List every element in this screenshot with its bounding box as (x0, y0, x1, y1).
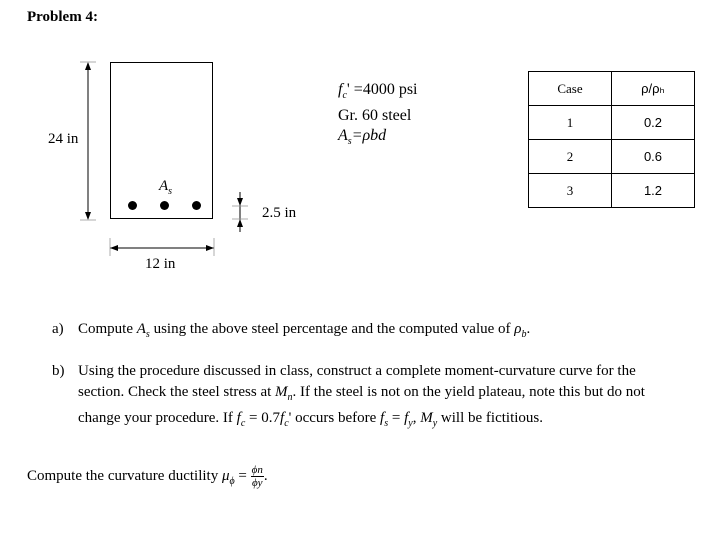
rebar-middle (160, 201, 169, 210)
question-a-text: Compute $A_s$ using the above steel percentage and the computed value of $\rho_b$. (78, 321, 531, 340)
problem-title: Problem 4: (27, 9, 98, 25)
question-b-text (78, 361, 645, 434)
case-cell: 2 (529, 140, 612, 174)
case-cell: 3 (529, 174, 612, 208)
cases-table (528, 71, 695, 208)
table-row (529, 106, 695, 140)
height-arrow-top (85, 62, 91, 70)
cover-arrow-bottom (237, 219, 243, 227)
cover-label: 2.5 in (262, 205, 297, 221)
steel-area-label: $A_s$ (159, 178, 173, 197)
ductility-instruction: Compute the curvature ductility $\mu_\phi$ = $\frac{\phi n}{\phi y}$ . (27, 464, 268, 489)
width-label: 12 in (145, 256, 176, 272)
ratio-cell: 0.2 (612, 106, 695, 140)
header-ratio: ρ/ρₕ (612, 72, 695, 106)
steel-area-formula: $A_s=\rho bd$ (338, 127, 387, 148)
material-properties (338, 80, 417, 152)
steel-grade: Gr. 60 steel (338, 107, 412, 125)
question-b-line-3: change your procedure. If $f_c = 0.7f_c'$ occurs before $f_s = f_y$, $M_y$ will be fictitious. (78, 410, 543, 429)
cover-arrow-top (237, 198, 243, 206)
rebar-right (192, 201, 201, 210)
question-b-label: b) (52, 363, 65, 379)
width-arrow-right (206, 245, 214, 251)
concrete-strength: $f_c' =4000$ psi (338, 81, 418, 102)
question-a-label: a) (52, 321, 64, 337)
table-row (529, 140, 695, 174)
width-arrow-left (110, 245, 118, 251)
question-b-line-2: section. Check the steel stress at $M_n$. If the steel is not on the yield plateau, note this but do not (78, 384, 645, 403)
height-label: 24 in (48, 131, 79, 147)
ductility-fraction: $\frac{\phi n}{\phi y}$ (251, 464, 263, 489)
question-b-line-1: Using the procedure discussed in class, construct a complete moment-curvature curve for the (78, 363, 636, 379)
ratio-cell: 1.2 (612, 174, 695, 208)
table-header-row (529, 72, 695, 106)
case-cell: 1 (529, 106, 612, 140)
ratio-cell: 0.6 (612, 140, 695, 174)
height-arrow-bottom (85, 212, 91, 220)
header-case: Case (529, 72, 612, 106)
table-row (529, 174, 695, 208)
rebar-left (128, 201, 137, 210)
